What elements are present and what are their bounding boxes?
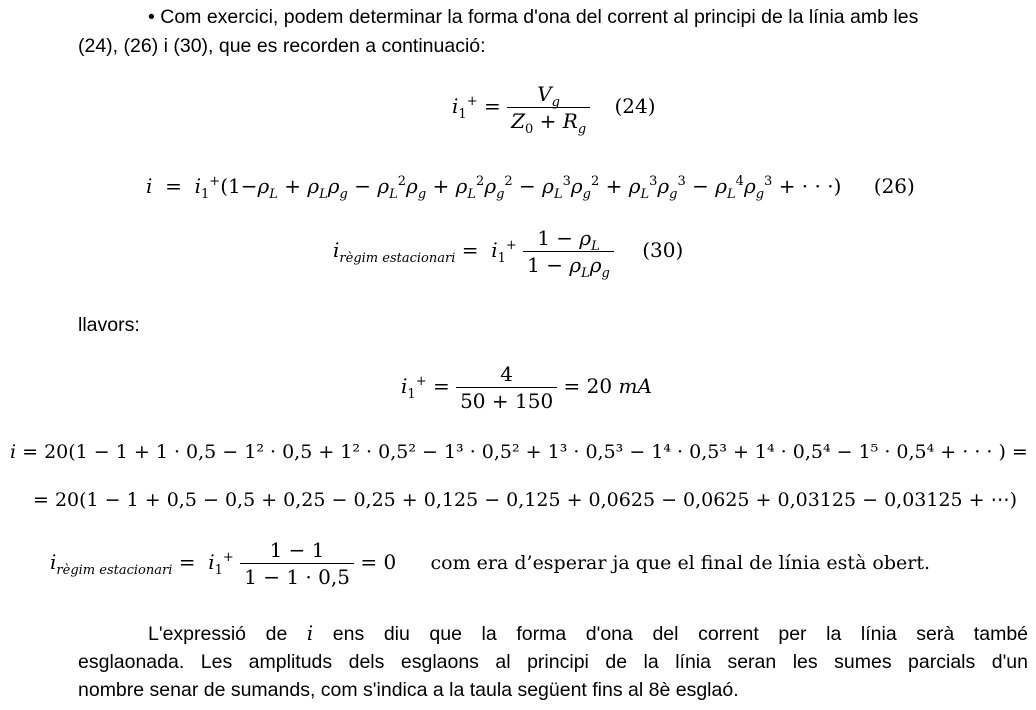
equation-26-label: (26) bbox=[873, 174, 915, 198]
i1-unit: mA bbox=[618, 374, 652, 398]
equation-24-label: (24) bbox=[614, 94, 656, 118]
equation-30-label: (30) bbox=[642, 238, 684, 262]
llavors-text: llavors: bbox=[78, 314, 140, 336]
fraction-i1-numeric: $\frac{4}{50 + 150}$ bbox=[456, 364, 557, 411]
paragraph-line-2: esglaonada. Les amplituds dels esglaons al principi de la línia seran les sumes parcials d'un bbox=[78, 651, 1028, 673]
intro-line-1 bbox=[148, 3, 918, 31]
equation-30: $i_{règim estacionari} = i_1^+$ $\frac{1 - \rho_L}{1 - \rho_L\rho_g}$ (30) bbox=[333, 226, 684, 281]
fraction-24: $\frac{V_g}{Z_0 + R_g}$ bbox=[507, 84, 590, 131]
series-line-2: = 20(1 − 1 + 0,5 − 0,5 + 0,25 − 0,25 + 0,125 − 0,125 + 0,0625 − 0,0625 + 0,03125 − 0,03125 + ⋯) bbox=[33, 489, 1018, 511]
bullet: • bbox=[148, 6, 155, 28]
paragraph-line-3: nombre senar de sumands, com s'indica a la taula següent fins al 8è esglaó. bbox=[78, 679, 739, 701]
paragraph-line-1: L'expressió de i ens diu que la forma d'ona del corrent per la línia serà també bbox=[148, 622, 1029, 645]
steady-note: com era d’esperar ja que el final de línia està obert. bbox=[430, 552, 931, 574]
series-line-1: i = 20(1 − 1 + 1 · 0,5 − 1² · 0,5 + 1² · 0,5² − 1³ · 0,5² + 1³ · 0,5³ − 1⁴ · 0,5³ + 1⁴ · 0,5⁴ − 1⁵ · 0,5⁴ + · · · ) = bbox=[10, 441, 1028, 463]
equation-24: $i_1^+$ = $\frac{V_g}{Z_0 + R_g}$ (24) bbox=[452, 82, 656, 137]
equation-steady-numeric: $i_{règim estacionari} = i_1^+$ $\frac{1 - 1}{1 - 1 \cdot 0,5}$ = 0 com era d’esperar ja que el final de línia està obert. bbox=[50, 538, 931, 589]
paragraph-var-i: i bbox=[306, 622, 314, 645]
intro-line-2: (24), (26) i (30), que es recorden a continuació: bbox=[78, 35, 486, 57]
equation-26: $i = i_1^+(1-\rho_L + \rho_L\rho_g - \rho_L^2\rho_g + \rho_L^2\rho_g^2 - \rho_L^3\rho_g^2 + \rho_L^3\rho_g^3 - \rho_L^4\rho_g^3$ + · · ·) (26) bbox=[146, 174, 915, 202]
i1-result: = 20 bbox=[563, 374, 613, 398]
fraction-steady-numeric: $\frac{1 - 1}{1 - 1 \cdot 0,5}$ bbox=[240, 540, 354, 587]
equation-i1-numeric: $i_1^+$ = $\frac{4}{50 + 150}$ = 20 mA bbox=[401, 362, 652, 413]
steady-result: = 0 bbox=[360, 550, 397, 574]
fraction-30: $\frac{1 - \rho_L}{1 - \rho_L\rho_g}$ bbox=[523, 228, 614, 275]
intro-text-1: Com exercici, podem determinar la forma d'ona del corrent al principi de la línia amb les bbox=[160, 6, 919, 28]
equation-30-subscript: règim estacionari bbox=[339, 251, 456, 266]
